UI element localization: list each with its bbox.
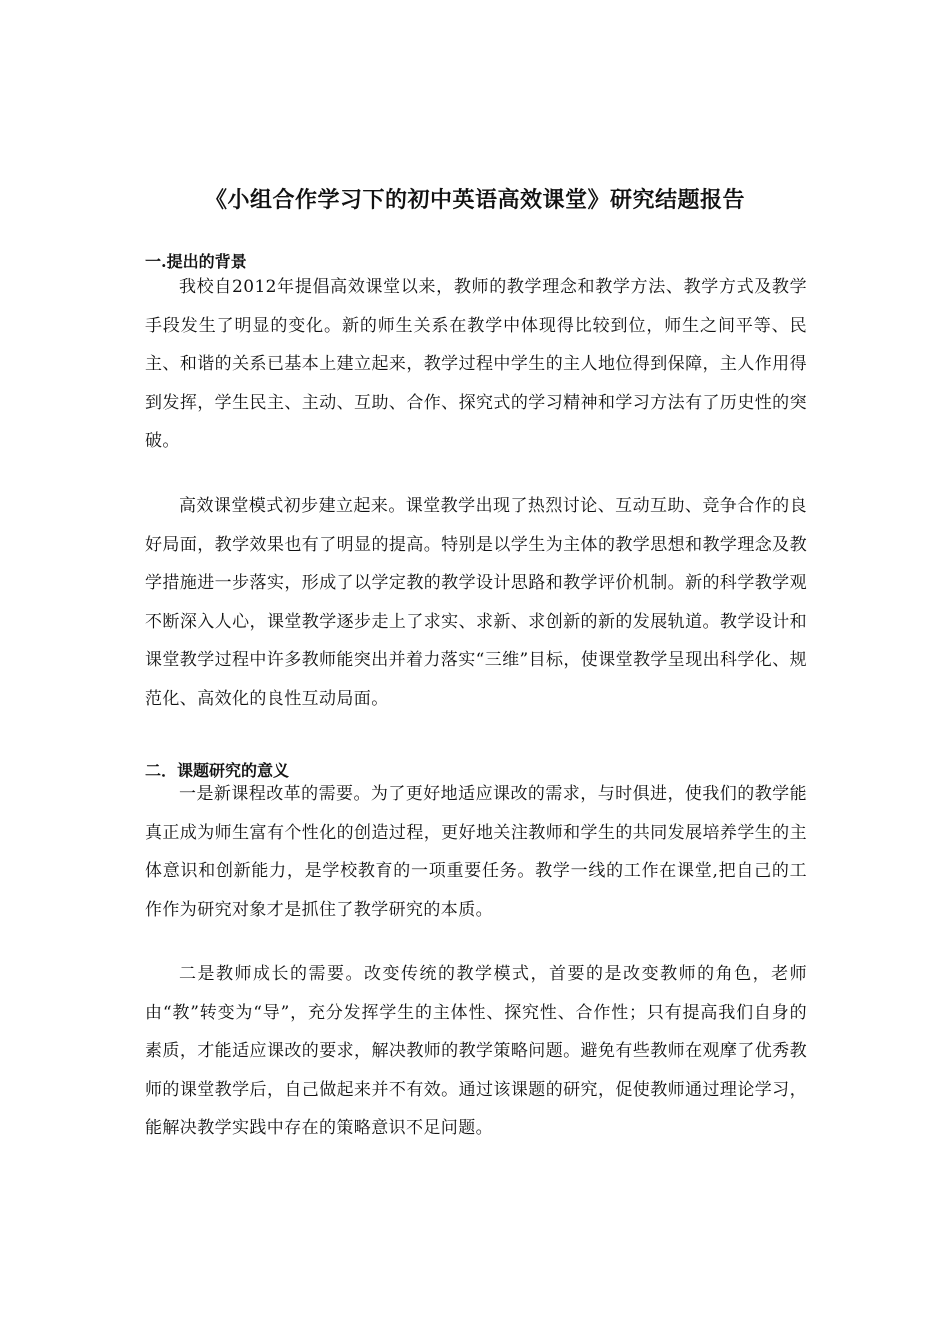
section-heading-background: 一.提出的背景	[145, 252, 247, 271]
paragraph-background-1: 我校自2012年提倡高效课堂以来，教师的教学理念和教学方法、教学方式及教学手段发生了明显的变化。新的师生关系在教学中体现得比较到位，师生之间平等、民主、和谐的关系已基本上建立起来，教学过程中学生的主人地位得到保障，主人作用得到发挥，学生民主、主动、互助、合作、探究式的学习精神和学习方法有了历史性的突破。	[145, 277, 807, 452]
document-title: 《小组合作学习下的初中英语高效课堂》研究结题报告	[204, 187, 745, 213]
paragraph-significance-1: 一是新课程改革的需要。为了更好地适应课改的需求，与时俱进，使我们的教学能真正成为师生富有个性化的创造过程，更好地关注教师和学生的共同发展培养学生的主体意识和创新能力，是学校教育的一项重要任务。教学一线的工作在课堂,把自己的工作作为研究对象才是抓住了教学研究的本质。	[145, 784, 807, 920]
section-heading-significance: 二．课题研究的意义	[145, 761, 290, 780]
paragraph-background-2: 高效课堂模式初步建立起来。课堂教学出现了热烈讨论、互动互助、竞争合作的良好局面，教学效果也有了明显的提高。特别是以学生为主体的教学思想和教学理念及教学措施进一步落实，形成了以学定教的教学设计思路和教学评价机制。新的科学教学观不断深入人心，课堂教学逐步走上了求实、求新、求创新的新的发展轨道。教学设计和课堂教学过程中许多教师能突出并着力落实“三维”目标，使课堂教学呈现出科学化、规范化、高效化的良性互动局面。	[145, 496, 807, 709]
paragraph-significance-2: 二是教师成长的需要。改变传统的教学模式，首要的是改变教师的角色，老师由“教”转变为“导”，充分发挥学生的主体性、探究性、合作性；只有提高我们自身的素质，才能适应课改的要求，解决教师的教学策略问题。避免有些教师在观摩了优秀教师的课堂教学后，自己做起来并不有效。通过该课题的研究，促使教师通过理论学习，能解决教学实践中存在的策略意识不足问题。	[145, 964, 807, 1139]
